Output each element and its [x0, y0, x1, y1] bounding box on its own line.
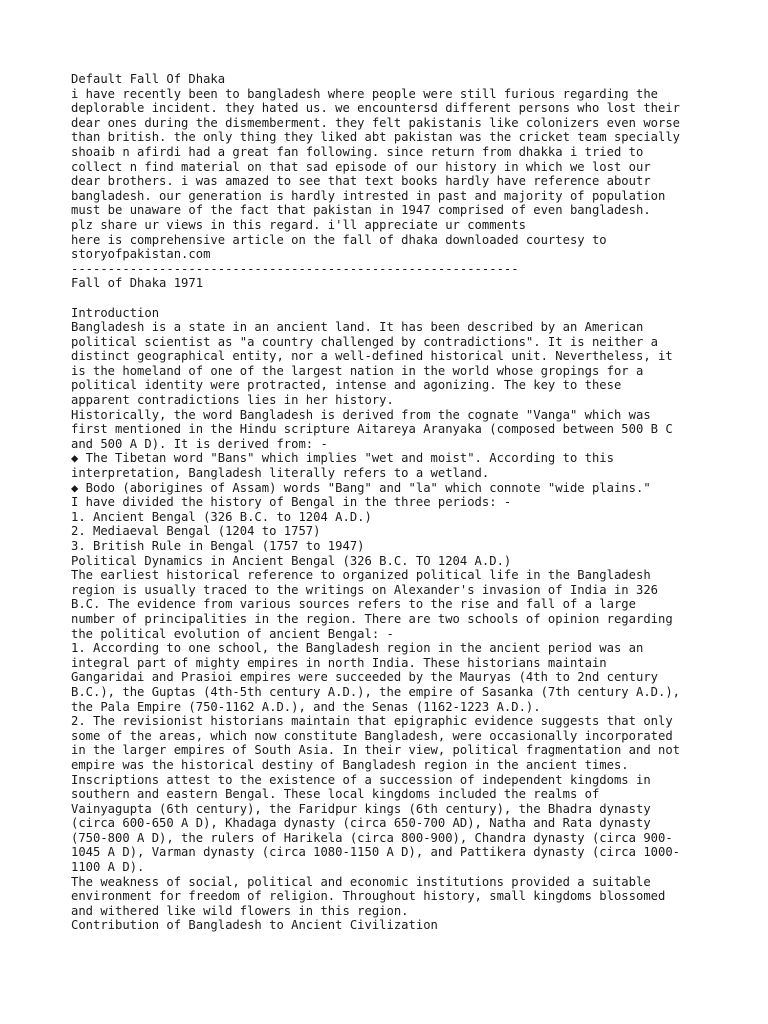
- bullet-item: ◆ The Tibetan word "Bans" which implies "wet and moist". According to this: [71, 451, 614, 466]
- article-text-line: southern and eastern Bengal. These local kingdoms included the realms of: [71, 787, 600, 802]
- section-heading: Political Dynamics in Ancient Bengal (326 B.C. TO 1204 A.D.): [71, 553, 512, 568]
- forum-text-line: dear brothers. i was amazed to see that text books hardly have reference aboutr: [71, 174, 651, 189]
- numbered-item: 3. British Rule in Bengal (1757 to 1947): [71, 539, 365, 553]
- article-title: Fall of Dhaka 1971: [71, 276, 204, 291]
- forum-text-line: collect n find material on that sad episode of our history in which we lost our: [71, 159, 651, 174]
- article-text-line: first mentioned in the Hindu scripture Aitareya Aranyaka (composed between 500 B C: [71, 422, 673, 437]
- blank-line: [71, 291, 711, 306]
- article-text-line: B.C. The evidence from various sources refers to the rise and fall of a large: [71, 597, 636, 612]
- forum-text-line: must be unaware of the fact that pakistan in 1947 comprised of even bangladesh.: [71, 203, 651, 218]
- article-text-line: apparent contradictions lies in her history.: [71, 393, 394, 408]
- article-text-line: 1045 A D), Varman dynasty (circa 1080-1150 A D), and Pattikera dynasty (circa 1000-: [71, 845, 681, 860]
- article-text-line: (750-800 A D), the rulers of Harikela (circa 800-900), Chandra dynasty (circa 900-: [71, 830, 673, 845]
- section-heading: Introduction: [71, 305, 160, 320]
- article-text-line: region is usually traced to the writings on Alexander's invasion of India in 326: [71, 582, 658, 597]
- article-text-line: Inscriptions attest to the existence of a succession of independent kingdoms in: [71, 772, 651, 787]
- divider-line: -------------------------------------------------------------: [71, 261, 519, 276]
- article-text-line: Gangaridai and Prasioi empires were succeeded by the Mauryas (4th to 2nd century: [71, 670, 658, 685]
- numbered-item: 1. Ancient Bengal (326 B.C. to 1204 A.D.): [71, 509, 372, 524]
- article-text-line: in the larger empires of South Asia. In their view, political fragmentation and not: [71, 743, 681, 758]
- article-text-line: environment for freedom of religion. Throughout history, small kingdoms blossomed: [71, 889, 666, 904]
- article-text-line: the Pala Empire (750-1162 A.D.), and the Senas (1162-1223 A.D.).: [71, 699, 541, 714]
- forum-text-line: dear ones during the dismemberment. they felt pakistanis like colonizers even worse: [71, 115, 681, 130]
- article-text-line: political scientist as "a country challenged by contradictions". It is neither a: [71, 334, 658, 349]
- numbered-item: 2. The revisionist historians maintain that epigraphic evidence suggests that only: [71, 714, 673, 729]
- forum-text-line: shoaib n afirdi had a great fan following. since return from dhakka i tried to: [71, 144, 644, 159]
- article-text-line: 1100 A D).: [71, 860, 145, 875]
- article-text-line: Bangladesh is a state in an ancient land. It has been described by an American: [71, 320, 644, 335]
- article-text-line: integral part of mighty empires in north India. These historians maintain: [71, 655, 607, 670]
- article-text-line: The weakness of social, political and economic institutions provided a suitable: [71, 874, 651, 889]
- article-text-line: and 500 A D). It is derived from: -: [71, 436, 328, 451]
- section-heading: Contribution of Bangladesh to Ancient Civilization: [71, 918, 438, 933]
- article-text-line: Vainyagupta (6th century), the Faridpur kings (6th century), the Bhadra dynasty: [71, 801, 651, 816]
- document-page: [71, 72, 711, 933]
- forum-text-line: than british. the only thing they liked abt pakistan was the cricket team specially: [71, 130, 681, 145]
- numbered-item: 2. Mediaeval Bengal (1204 to 1757): [71, 524, 321, 539]
- forum-text-line: here is comprehensive article on the fall of dhaka downloaded courtesy to: [71, 232, 607, 247]
- article-text-line: (circa 600-650 A D), Khadaga dynasty (circa 650-700 AD), Natha and Rata dynasty: [71, 816, 651, 831]
- article-text-line: interpretation, Bangladesh literally refers to a wetland.: [71, 466, 490, 481]
- article-text-line: B.C.), the Guptas (4th-5th century A.D.), the empire of Sasanka (7th century A.D.),: [71, 684, 681, 699]
- article-text-line: distinct geographical entity, nor a well-defined historical unit. Nevertheless, it: [71, 349, 673, 364]
- article-text-line: Historically, the word Bangladesh is derived from the cognate "Vanga" which was: [71, 407, 651, 422]
- source-reference: storyofpakistan.com: [71, 247, 211, 262]
- article-text-line: and withered like wild flowers in this region.: [71, 903, 409, 918]
- article-text-line: empire was the historical destiny of Bangladesh region in the ancient times.: [71, 757, 629, 772]
- forum-text-line: i have recently been to bangladesh where people were still furious regarding the: [71, 86, 658, 101]
- article-text-line: is the homeland of one of the largest nation in the world whose gropings for a: [71, 363, 644, 378]
- forum-text-line: deplorable incident. they hated us. we encountersd different persons who lost their: [71, 101, 681, 116]
- forum-text-line: bangladesh. our generation is hardly intrested in past and majority of population: [71, 188, 666, 203]
- document-title: Default Fall Of Dhaka: [71, 72, 226, 86]
- forum-text-line: plz share ur views in this regard. i'll appreciate ur comments: [71, 217, 526, 232]
- bullet-item: ◆ Bodo (aborigines of Assam) words "Bang" and "la" which connote "wide plains.": [71, 480, 651, 495]
- numbered-item: 1. According to one school, the Bangladesh region in the ancient period was an: [71, 641, 644, 656]
- article-text-line: number of principalities in the region. There are two schools of opinion regarding: [71, 611, 673, 626]
- article-text-line: I have divided the history of Bengal in the three periods: -: [71, 495, 512, 510]
- article-text-line: The earliest historical reference to organized political life in the Bangladesh: [71, 568, 651, 583]
- article-text-line: some of the areas, which now constitute Bangladesh, were occasionally incorporated: [71, 728, 673, 743]
- article-text-line: political identity were protracted, intense and agonizing. The key to these: [71, 378, 622, 393]
- article-text-line: the political evolution of ancient Bengal: -: [71, 626, 394, 641]
